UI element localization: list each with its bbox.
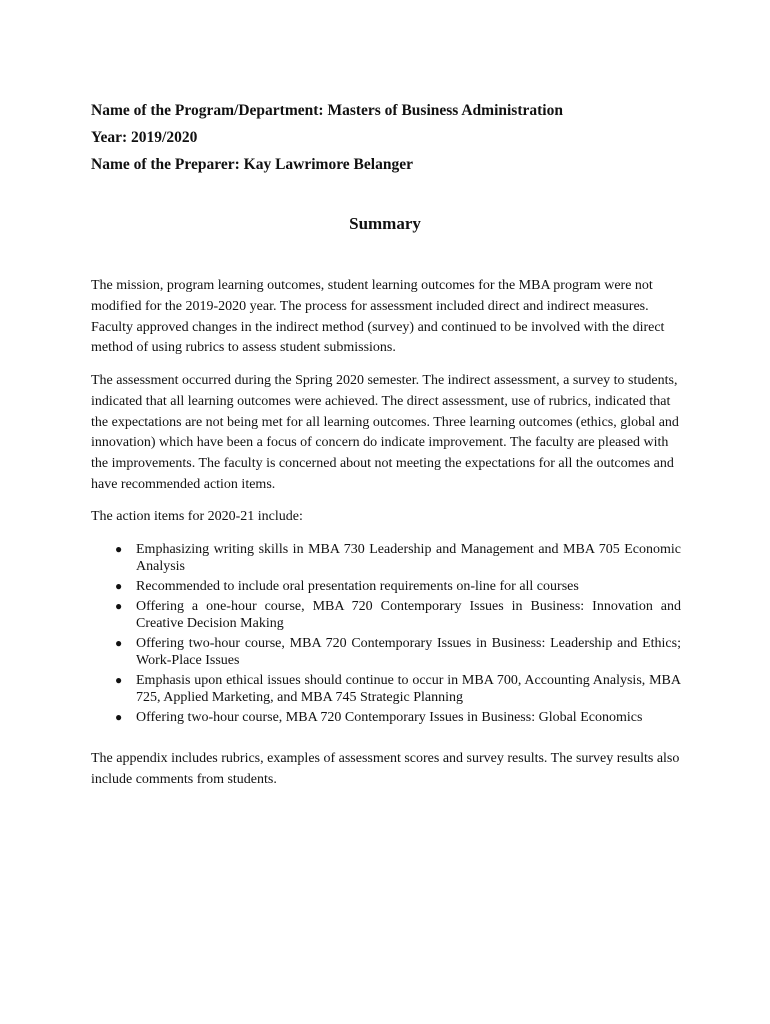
bullet-icon: ● (115, 710, 123, 724)
list-item (91, 598, 681, 632)
list-item-text: Offering two-hour course, MBA 720 Contemporary Issues in Business: Leadership and Ethics; Work-Place Issues (136, 636, 681, 668)
list-item (91, 635, 681, 669)
year: Year: 2019/2020 (91, 129, 198, 146)
paragraph-appendix: The appendix includes rubrics, examples of assessment scores and survey results. The survey results also include comments from students. (91, 751, 680, 787)
list-item-text: Recommended to include oral presentation requirements on-line for all courses (136, 579, 579, 594)
bullet-icon: ● (115, 599, 123, 613)
bullet-icon: ● (115, 673, 123, 687)
list-item-text: Emphasizing writing skills in MBA 730 Leadership and Management and MBA 705 Economic Analysis (136, 542, 681, 574)
list-item (91, 541, 681, 575)
list-item (91, 578, 681, 595)
bullet-icon: ● (115, 542, 123, 556)
action-items-list (91, 541, 681, 729)
list-item (91, 709, 681, 726)
list-item-text: Offering a one-hour course, MBA 720 Contemporary Issues in Business: Innovation and Creative Decision Making (136, 599, 681, 631)
program-name: Name of the Program/Department: Masters of Business Administration (91, 102, 563, 119)
paragraph-action-intro: The action items for 2020-21 include: (91, 509, 303, 524)
preparer-name: Name of the Preparer: Kay Lawrimore Belanger (91, 156, 413, 173)
bullet-icon: ● (115, 636, 123, 650)
bullet-icon: ● (115, 579, 123, 593)
list-item-text: Emphasis upon ethical issues should continue to occur in MBA 700, Accounting Analysis, MBA 725, Applied Marketing, and MBA 745 Strategic Planning (136, 673, 681, 705)
paragraph-mission: The mission, program learning outcomes, student learning outcomes for the MBA program were not modified for the 2019-2020 year. The process for assessment included direct and indirect measures. Faculty approved changes in the indirect method (survey) and continued to be involved with the direct method of using rubrics to assess student submissions. (91, 278, 665, 356)
paragraph-assessment: The assessment occurred during the Spring 2020 semester. The indirect assessment, a survey to students, indicated that all learning outcomes were achieved. The direct assessment, use of rubrics, indicated that the expectations are not being met for all learning outcomes. Three learning outcomes (ethics, global and innovation) which have been a focus of concern do indicate improvement. The faculty are pleased with the improvements. The faculty is concerned about not meeting the expectations for all the outcomes and have recommended action items. (91, 373, 679, 492)
list-item-text: Offering two-hour course, MBA 720 Contemporary Issues in Business: Global Economics (136, 710, 643, 725)
section-title: Summary (349, 214, 421, 233)
document-header (91, 97, 691, 178)
list-item (91, 672, 681, 706)
